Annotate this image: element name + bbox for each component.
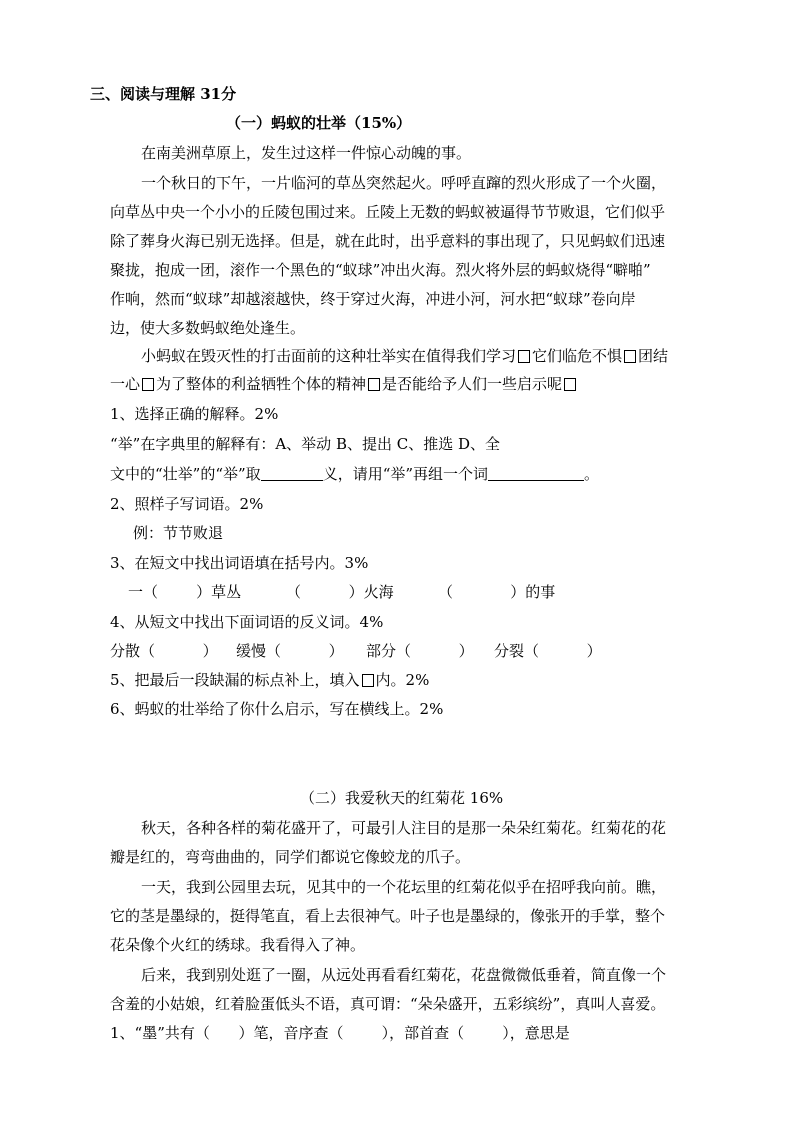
- question-4-blank-3[interactable]: 部分（ ）: [366, 642, 474, 660]
- passage1-p3-text: 为了整体的利益牺牲个体的精神: [156, 375, 367, 393]
- question-1-answer-line: [110, 464, 599, 484]
- punctuation-box[interactable]: [518, 350, 530, 363]
- passage2-p3-line: 后来，我到别处逛了一圈，从远处再看看红菊花，花盘微微低垂着，简直像一个: [141, 966, 667, 984]
- punctuation-box[interactable]: [368, 378, 380, 391]
- passage1-p2-line: 作响，然而“蚁球”却越滚越快，终于穿过火海，冲进小河，河水把“蚁球”卷向岸: [110, 290, 636, 308]
- passage2-p2-line: 花朵像个火红的绣球。我看得入了神。: [110, 936, 366, 954]
- question-4-blank-4[interactable]: 分裂（ ）: [494, 642, 602, 660]
- passage1-p3-text: 是否能给予人们一些启示呢: [382, 375, 563, 393]
- passage2-p1-line: 秋天，各种各样的菊花盛开了，可最引人注目的是那一朵朵红菊花。红菊花的花: [141, 819, 667, 837]
- question-5-text: 内。2%: [375, 671, 430, 689]
- punctuation-box[interactable]: [564, 378, 576, 391]
- passage2-p2-line: 它的茎是墨绿的，挺得笔直，看上去很神气。叶子也是墨绿的，像张开的手掌，整个: [110, 907, 666, 925]
- question-4: 4、从短文中找出下面词语的反义词。4%: [110, 613, 384, 631]
- punctuation-box[interactable]: [624, 350, 636, 363]
- answer-blank[interactable]: [488, 466, 584, 481]
- passage1-paragraph-1: 在南美洲草原上，发生过这样一件惊心动魄的事。: [141, 144, 472, 162]
- passage2-p3-line: 含羞的小姑娘，红着脸蛋低头不语，真可谓：“朵朵盛开，五彩缤纷”，真叫人喜爱。: [110, 995, 666, 1013]
- passage1-p2-line: 向草丛中央一个小小的丘陵包围过来。丘陵上无数的蚂蚁被逼得节节败退，它们似乎: [110, 203, 666, 221]
- passage2-question-1: 1、“墨”共有（ ）笔，音序查（ ），部首查（ ），意思是: [110, 1024, 570, 1042]
- punctuation-box: [362, 674, 374, 687]
- passage1-p2-line: 聚拢，抱成一团，滚作一个黑色的“蚁球”冲出火海。烈火将外层的蚂蚁烧得“噼啪”: [110, 261, 651, 279]
- question-3-blank-1[interactable]: 一（ ）草丛: [128, 583, 242, 601]
- answer-blank[interactable]: [261, 466, 323, 481]
- question-5-text: 5、把最后一段缺漏的标点补上，填入: [110, 671, 360, 689]
- question-1-options: “举”在字典里的解释有：A、举动 B、提出 C、推选 D、全: [110, 435, 501, 453]
- question-4-blank-1[interactable]: 分散（ ）: [110, 642, 218, 660]
- question-3: 3、在短文中找出词语填在括号内。3%: [110, 554, 369, 572]
- passage1-p3-text: 团结: [638, 347, 669, 365]
- passage2-p1-line: 瓣是红的，弯弯曲曲的，同学们都说它像蛟龙的爪子。: [110, 848, 471, 866]
- question-5: [110, 670, 429, 690]
- question-1-prompt: 义，请用“举”再组一个词: [322, 465, 489, 483]
- question-2-example: 例：节节败退: [133, 524, 224, 542]
- question-2: 2、照样子写词语。2%: [110, 495, 264, 513]
- passage1-p3-text: 它们临危不惧: [532, 347, 623, 365]
- passage1-p2-line: 边，使大多数蚂蚁绝处逢生。: [110, 319, 306, 337]
- passage1-paragraph-3-cont: [110, 374, 578, 394]
- question-3-blank-3[interactable]: （ ）的事: [438, 583, 556, 601]
- question-3-blank-2[interactable]: （ ）火海: [286, 583, 394, 601]
- question-1-prompt: 。: [584, 465, 600, 483]
- passage1-p2-line: 一个秋日的下午，一片临河的草丛突然起火。呼呼直蹿的烈火形成了一个火圈，: [141, 174, 667, 192]
- question-6: 6、蚂蚁的壮举给了你什么启示，写在横线上。2%: [110, 700, 444, 718]
- passage1-p3-text: 一心: [110, 375, 141, 393]
- passage1-p2-line: 除了葬身火海已别无选择。但是，就在此时，出乎意料的事出现了，只见蚂蚁们迅速: [110, 232, 666, 250]
- passage2-p2-line: 一天，我到公园里去玩，见其中的一个花坛里的红菊花似乎在招呼我向前。瞧，: [141, 878, 667, 896]
- passage1-p3-text: 小蚂蚁在毁灭性的打击面前的这种壮举实在值得我们学习: [141, 347, 517, 365]
- question-1-prompt: 文中的“壮举”的“举”取: [110, 465, 261, 483]
- section-heading: 三、阅读与理解 31分: [90, 85, 237, 103]
- punctuation-box[interactable]: [142, 378, 154, 391]
- passage1-paragraph-3: [141, 346, 668, 366]
- passage1-title: （一）蚂蚁的壮举（15%）: [226, 114, 412, 132]
- question-4-blank-2[interactable]: 缓慢（ ）: [236, 642, 344, 660]
- question-1: 1、选择正确的解释。2%: [110, 405, 279, 423]
- passage2-title: （二）我爱秋天的红菊花 16%: [300, 789, 504, 807]
